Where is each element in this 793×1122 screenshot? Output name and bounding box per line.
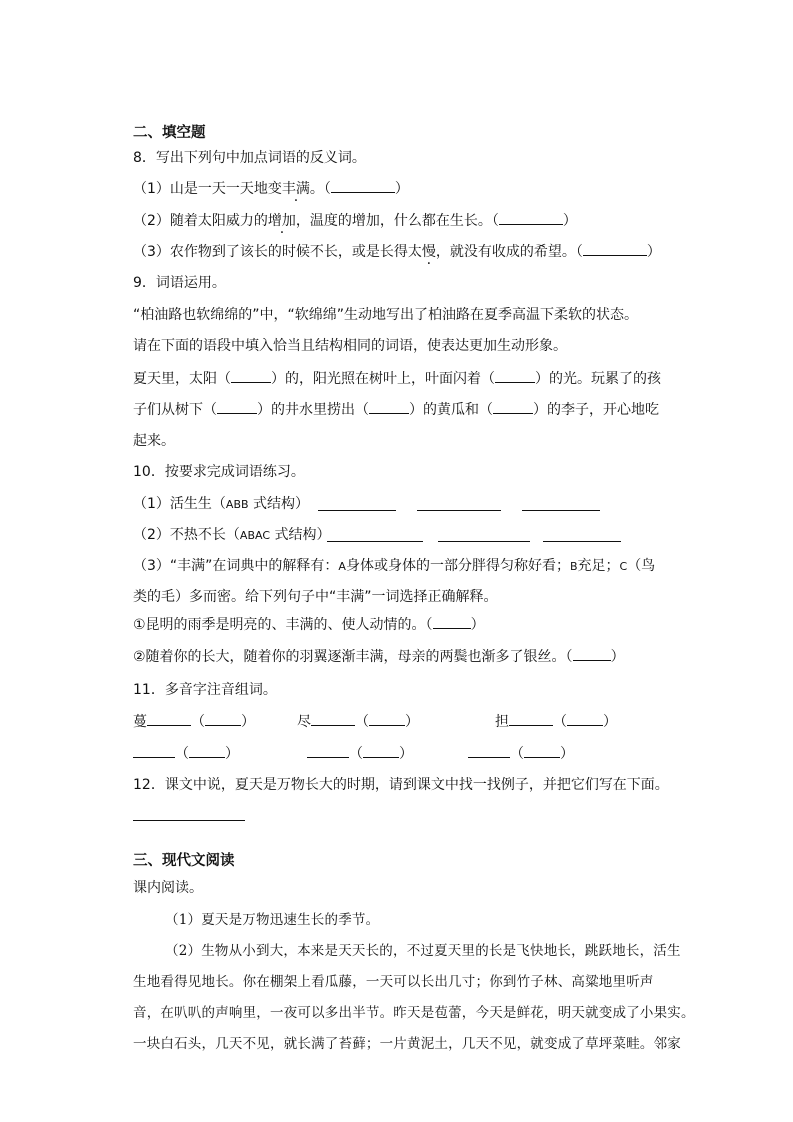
pinyin-blank[interactable]: [205, 711, 241, 726]
section-title-reading: 三、现代文阅读: [133, 853, 235, 869]
pinyin-blank[interactable]: [567, 711, 603, 726]
answer-blank[interactable]: [133, 743, 175, 758]
answer-line[interactable]: [133, 820, 245, 821]
dotted-word: 丰满: [281, 181, 310, 197]
answer-blank[interactable]: [499, 210, 563, 225]
q10-item-2: （2）不热不长（ABAC 式结构）: [133, 527, 331, 543]
q11-row-2-col-3: （ ）: [468, 743, 574, 764]
answer-blank[interactable]: [468, 743, 510, 758]
pinyin-blank[interactable]: [524, 743, 560, 758]
q11-char-man: 蔓 （ ）: [133, 711, 255, 732]
dotted-word: 慢: [421, 244, 436, 260]
q10-item-3-line-1: （3）“丰满”在词典中的解释有：A身体或身体的一部分胖得匀称好看；B充足；C（鸟: [133, 558, 656, 574]
answer-line[interactable]: [327, 541, 423, 542]
q8-item-1: （1）山是一天一天地变丰满。（ ）: [133, 178, 409, 199]
answer-blank[interactable]: [433, 614, 471, 629]
q9-paragraph-line-2: 子们从树下（ ）的井水里捞出（ ）的黄瓜和（ ）的李子，开心地吃: [133, 399, 659, 420]
answer-blank[interactable]: [573, 646, 611, 661]
answer-blank[interactable]: [231, 368, 271, 383]
answer-blank[interactable]: [307, 743, 349, 758]
answer-blank[interactable]: [147, 711, 191, 726]
q12-stem: 12．课文中说，夏天是万物长大的时期，请到课文中找一找例子，并把它们写在下面。: [133, 777, 669, 793]
answer-line[interactable]: [417, 510, 501, 511]
answer-blank[interactable]: [217, 399, 257, 414]
q10-item-3-line-2: 类的毛）多而密。给下列句子中“丰满”一词选择正确解释。: [133, 589, 498, 605]
q10-sentence-1: ①昆明的雨季是明亮的、丰满的、使人动情的。（ ）: [133, 614, 485, 635]
passage-paragraph-2-line-1: （2）生物从小到大，本来是天天长的，不过夏天里的长是飞快地长，跳跃地长，活生: [165, 943, 681, 959]
q10-stem: 10．按要求完成词语练习。: [133, 464, 305, 480]
answer-line[interactable]: [522, 510, 600, 511]
answer-blank[interactable]: [583, 241, 647, 256]
answer-blank[interactable]: [311, 711, 355, 726]
q11-stem: 11．多音字注音组词。: [133, 682, 277, 698]
q11-row-2-col-2: （ ）: [307, 743, 413, 764]
dotted-word: 增加: [267, 213, 296, 229]
q10-sentence-2: ②随着你的长大，随着你的羽翼逐渐丰满，母亲的两鬓也渐多了银丝。（ ）: [133, 646, 625, 667]
q11-char-jin: 尽 （ ）: [297, 711, 419, 732]
q9-stem: 9．词语运用。: [133, 275, 226, 291]
q9-paragraph-line-1: 夏天里，太阳（ ）的，阳光照在树叶上，叶面闪着（ ）的光。玩累了的孩: [133, 368, 661, 389]
passage-paragraph-2-line-2: 生地看得见地长。你在棚架上看瓜藤，一天可以长出几寸；你到竹子林、高粱地里听声: [133, 974, 654, 990]
reading-instruction: 课内阅读。: [133, 880, 203, 896]
answer-line[interactable]: [318, 510, 396, 511]
q11-row-2-col-1: （ ）: [133, 743, 239, 764]
q8-stem: 8．写出下列句中加点词语的反义词。: [133, 150, 366, 166]
answer-blank[interactable]: [493, 399, 533, 414]
q9-paragraph-line-3: 起来。: [133, 433, 175, 449]
q10-item-1: （1）活生生（ABB 式结构）: [133, 496, 309, 512]
q9-intro-2: 请在下面的语段中填入恰当且结构相同的词语，使表达更加生动形象。: [133, 338, 567, 354]
q9-intro-1: “柏油路也软绵绵的”中，“软绵绵”生动地写出了柏油路在夏季高温下柔软的状态。: [133, 307, 639, 323]
passage-paragraph-2-line-3: 音，在叭叭的声响里，一夜可以多出半节。昨天是苞蕾，今天是鲜花，明天就变成了小果实。: [133, 1005, 695, 1021]
passage-paragraph-2-line-4: 一块白石头，几天不见，就长满了苔藓；一片黄泥土，几天不见，就变成了草坪菜畦。邻家: [133, 1036, 681, 1052]
q8-item-3: （3）农作物到了该长的时候不长，或是长得太慢，就没有收成的希望。（ ）: [133, 241, 661, 262]
answer-blank[interactable]: [369, 399, 409, 414]
pinyin-blank[interactable]: [363, 743, 399, 758]
answer-line[interactable]: [438, 541, 530, 542]
answer-blank[interactable]: [331, 178, 395, 193]
pinyin-blank[interactable]: [189, 743, 225, 758]
section-title-fill-blank: 二、填空题: [133, 125, 206, 141]
answer-blank[interactable]: [495, 368, 535, 383]
q8-item-2: （2）随着太阳威力的增加，温度的增加，什么都在生长。（ ）: [133, 210, 577, 231]
answer-line[interactable]: [543, 541, 621, 542]
passage-paragraph-1: （1）夏天是万物迅速生长的季节。: [165, 912, 380, 928]
answer-blank[interactable]: [509, 711, 553, 726]
pinyin-blank[interactable]: [369, 711, 405, 726]
q11-char-dan: 担 （ ）: [495, 711, 617, 732]
